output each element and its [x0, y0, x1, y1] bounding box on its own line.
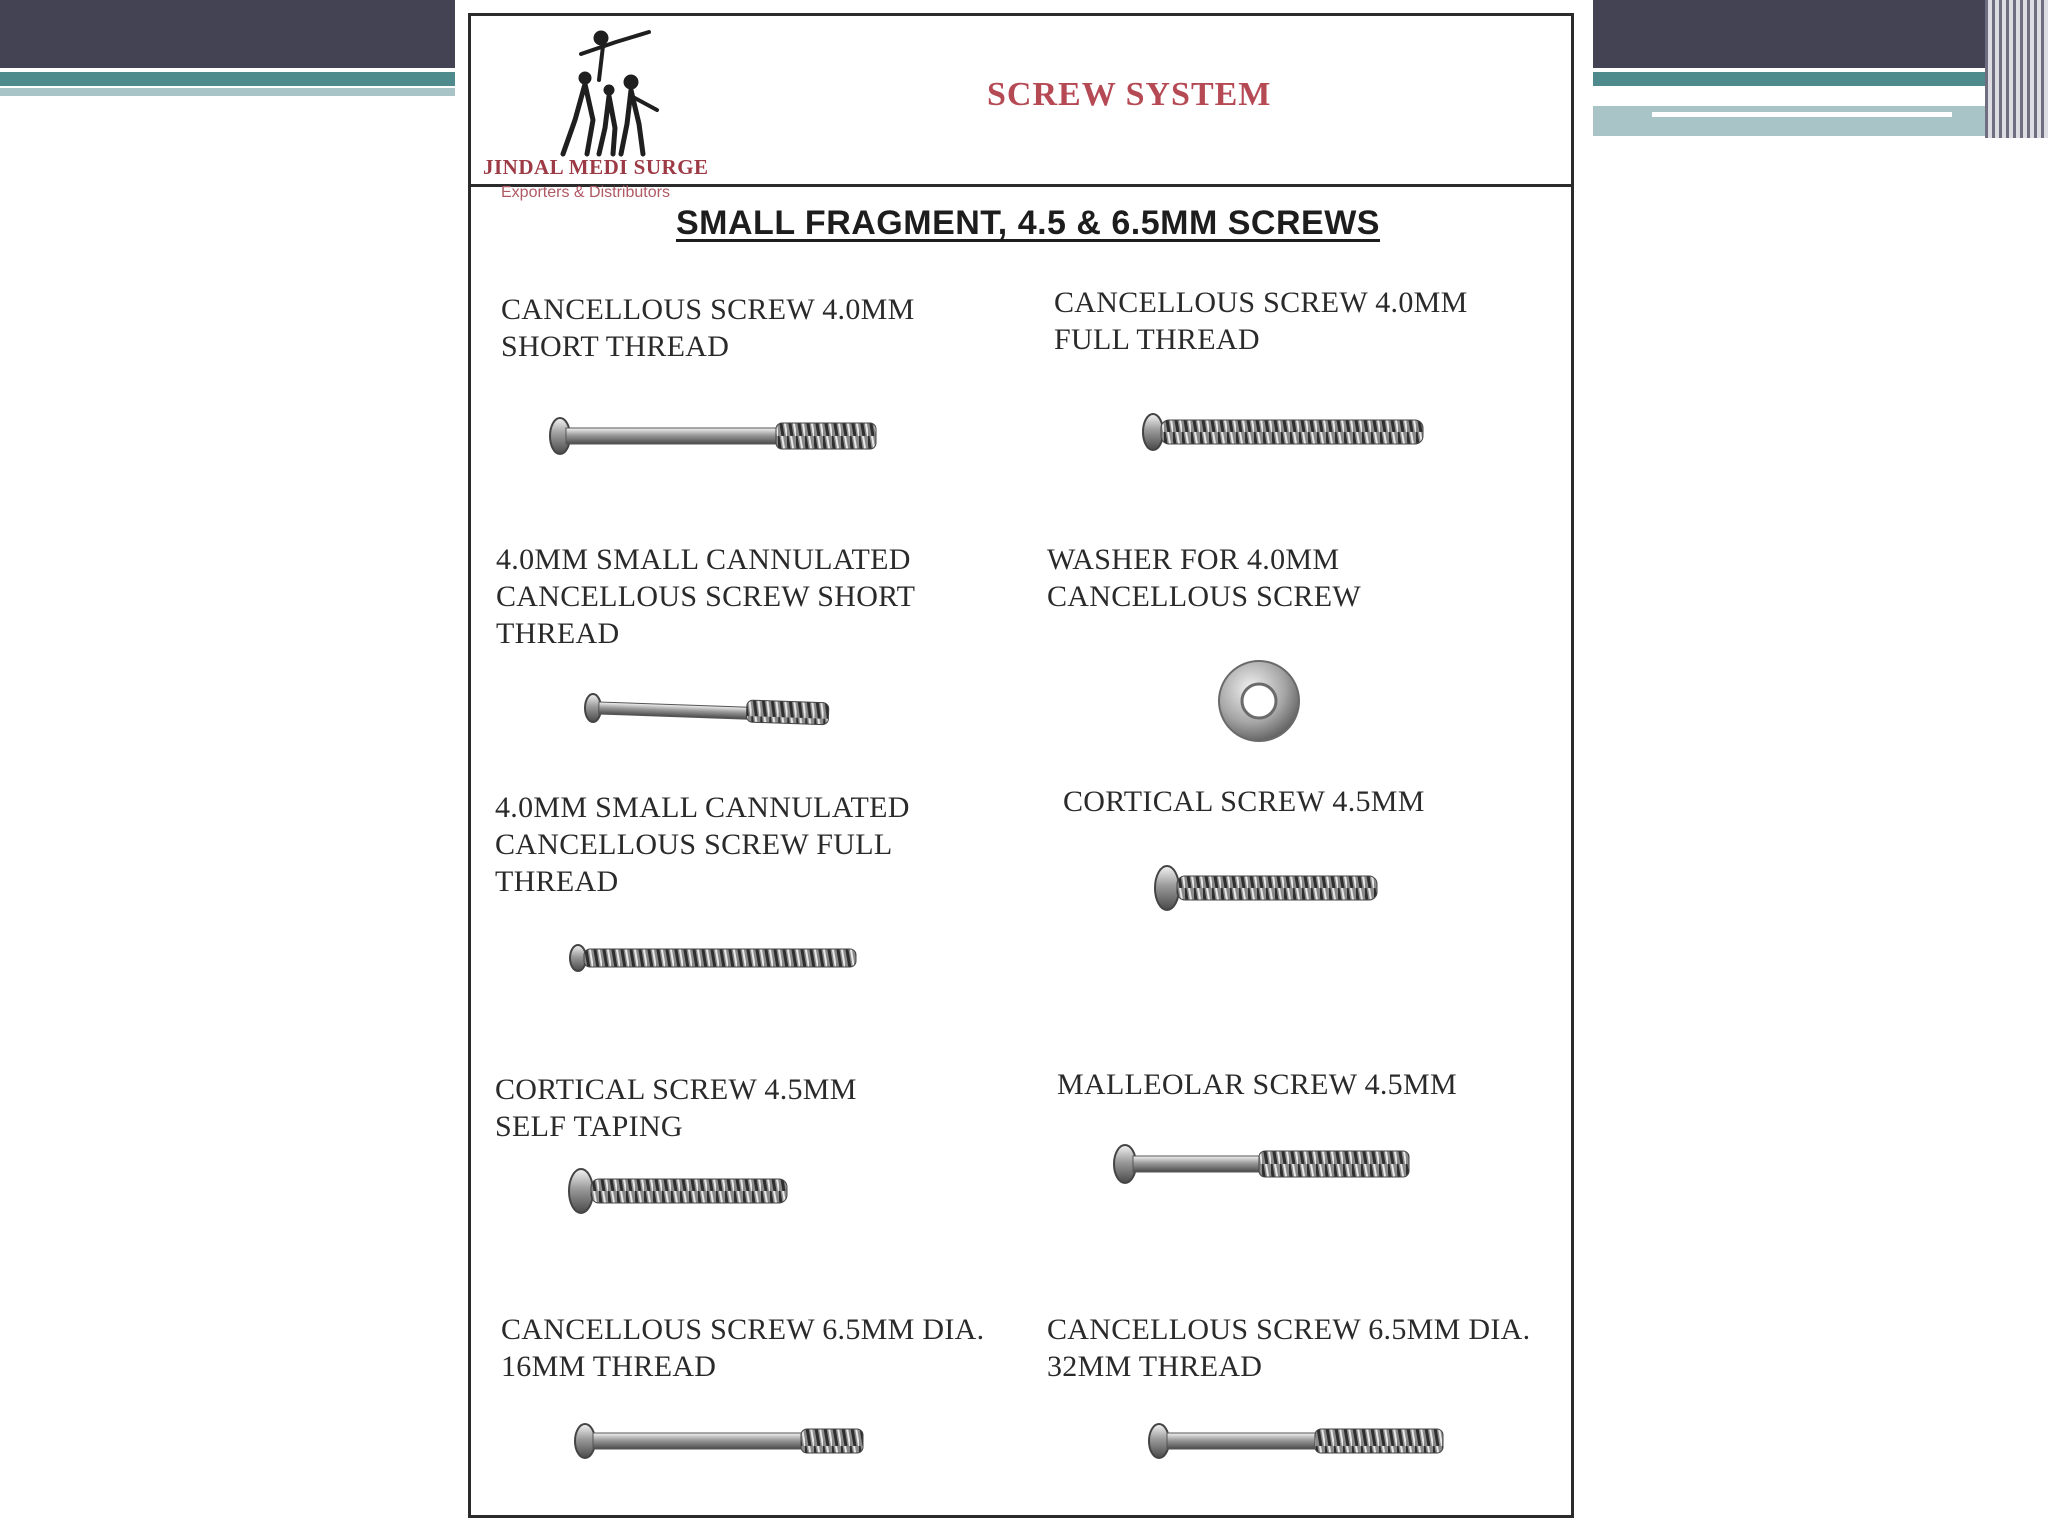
sheet-header — [471, 16, 1571, 187]
item-label-cancellous-4mm-full — [1054, 284, 1468, 358]
item-line: CANCELLOUS SCREW 4.0MM — [501, 293, 915, 326]
item-line: 32MM THREAD — [1047, 1350, 1263, 1383]
item-label-cortical-4-5 — [1063, 783, 1425, 820]
slide-accent-stripe-right — [1593, 72, 2003, 86]
item-line: CANCELLOUS SCREW SHORT — [496, 580, 916, 613]
item-line: CANCELLOUS SCREW FULL — [495, 828, 893, 861]
slide-header-bar-right — [1593, 0, 2003, 68]
cancellous-screw-32mm-thread-icon — [1145, 1416, 1455, 1466]
malleolar-screw-icon — [1109, 1134, 1419, 1194]
slide-header-edge-lines — [1985, 0, 2048, 138]
cancellous-screw-16mm-thread-icon — [571, 1416, 871, 1466]
item-label-cannulated-short — [496, 541, 915, 652]
screw-system-sheet — [468, 13, 1574, 1518]
slide-white-rule — [1652, 112, 1952, 117]
item-line: CORTICAL SCREW 4.5MM — [1063, 785, 1425, 818]
cannulated-screw-short-thread-icon — [581, 686, 841, 736]
slide-accent-thin-left — [0, 88, 455, 96]
item-label-cancellous-6-5-32 — [1047, 1311, 1530, 1385]
item-line: 16MM THREAD — [501, 1350, 717, 1383]
item-line: 4.0MM SMALL CANNULATED — [496, 543, 911, 576]
slide-accent-thin-right — [1593, 106, 2003, 136]
item-label-cancellous-4mm-short — [501, 291, 915, 365]
item-line: CANCELLOUS SCREW 6.5MM DIA. — [1047, 1313, 1531, 1346]
system-title: SCREW SYSTEM — [987, 76, 1272, 113]
item-label-washer — [1047, 541, 1361, 615]
item-line: THREAD — [495, 865, 619, 898]
item-line: MALLEOLAR SCREW 4.5MM — [1057, 1068, 1457, 1101]
washer-icon — [1214, 656, 1304, 746]
screw-partial-thread-icon — [544, 406, 894, 466]
screw-full-thread-icon — [1137, 402, 1437, 462]
cannulated-screw-full-thread-icon — [566, 938, 866, 978]
three-people-logo-icon — [481, 20, 741, 210]
item-line: 4.0MM SMALL CANNULATED — [495, 791, 910, 824]
item-line: CANCELLOUS SCREW 4.0MM — [1054, 286, 1468, 319]
item-line: CORTICAL SCREW 4.5MM — [495, 1073, 857, 1106]
item-label-cancellous-6-5-16 — [501, 1311, 984, 1385]
company-subtitle: Exporters & Distributors — [501, 184, 670, 201]
slide-accent-stripe-left — [0, 72, 455, 86]
main-title: SMALL FRAGMENT, 4.5 & 6.5MM SCREWS — [676, 204, 1380, 242]
item-line: SHORT THREAD — [501, 330, 730, 363]
cortical-self-tapping-screw-icon — [563, 1161, 803, 1221]
item-line: CANCELLOUS SCREW — [1047, 580, 1361, 613]
item-label-cortical-self-taping — [495, 1071, 857, 1145]
item-line: FULL THREAD — [1054, 323, 1260, 356]
item-line: SELF TAPING — [495, 1110, 683, 1143]
item-label-malleolar — [1057, 1066, 1457, 1103]
item-line: CANCELLOUS SCREW 6.5MM DIA. — [501, 1313, 985, 1346]
company-name: JINDAL MEDI SURGE — [483, 155, 709, 179]
item-line: WASHER FOR 4.0MM — [1047, 543, 1340, 576]
item-line: THREAD — [496, 617, 620, 650]
cortical-screw-icon — [1149, 858, 1389, 918]
slide-header-bar-left — [0, 0, 455, 68]
item-label-cannulated-full — [495, 789, 910, 900]
